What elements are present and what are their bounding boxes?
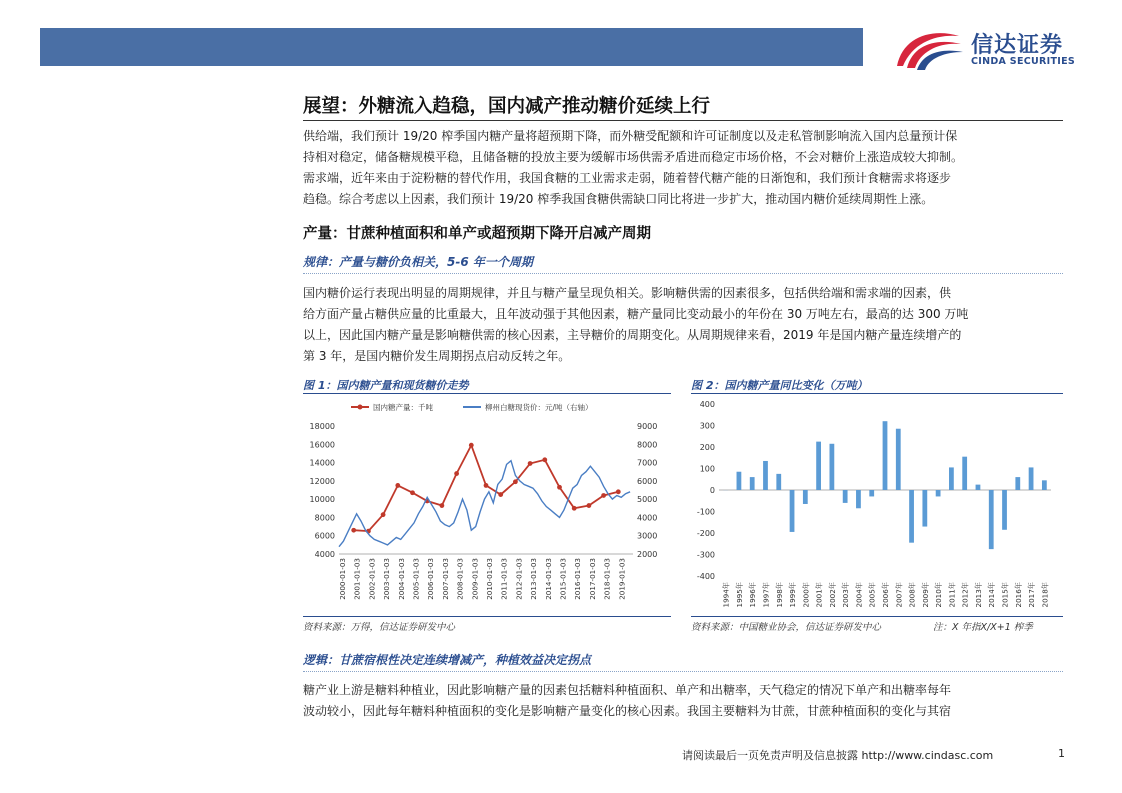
intro-line: 需求端，近年来由于淀粉糖的替代作用，我国食糖的工业需求走弱，随着替代糖产能的日渐饱和，我们预计食糖需求将逐步 bbox=[303, 171, 952, 185]
figure-1-chart bbox=[303, 396, 671, 614]
cycle-line: 给方面产量占糖供应量的比重最大，且年波动强于其他因素，糖产量同比变动最小的年份在 30 万吨左右，最高的达 300 万吨 bbox=[303, 307, 969, 321]
intro-line: 供给端，我们预计 19/20 榨季国内糖产量将超预期下降，而外糖受配额和许可证制度以及走私管制影响流入国内总量预计保 bbox=[303, 129, 958, 143]
bar bbox=[962, 457, 967, 490]
data-point bbox=[440, 503, 445, 508]
cycle-paragraph bbox=[303, 283, 1063, 367]
data-point bbox=[572, 506, 577, 511]
x-tick-label: 2015-01-03 bbox=[558, 558, 568, 600]
section-title: 产量：甘蔗种植面积和单产或超预期下降开启减产周期 bbox=[303, 226, 651, 242]
y-right-tick-label: 3000 bbox=[637, 531, 658, 541]
x-tick-label: 2001年 bbox=[814, 582, 824, 608]
x-tick-label: 2006-01-03 bbox=[426, 558, 436, 600]
x-tick-label: 1999年 bbox=[788, 582, 798, 608]
data-point bbox=[351, 528, 356, 533]
y-tick-label: 100 bbox=[699, 464, 715, 474]
subsection-divider-2 bbox=[303, 671, 1063, 672]
y-tick-label: 300 bbox=[699, 421, 715, 431]
data-point bbox=[616, 489, 621, 494]
x-tick-label: 2015年 bbox=[1000, 582, 1010, 608]
bar bbox=[856, 490, 861, 508]
bar bbox=[869, 490, 874, 496]
bar bbox=[909, 490, 914, 543]
figure-2-source: 资料来源：中国糖业协会，信达证券研发中心 bbox=[691, 622, 882, 633]
figure-1-bottom-rule bbox=[303, 616, 671, 617]
logic-line: 波动较小，因此每年糖料种植面积的变化是影响糖产量变化的核心因素。我国主要糖料为甘蔗，甘蔗种植面积的变化与其宿 bbox=[303, 704, 952, 718]
y-left-tick-label: 16000 bbox=[309, 440, 335, 450]
x-tick-label: 2009-01-03 bbox=[470, 558, 480, 600]
data-point bbox=[498, 492, 503, 497]
subsection-title-1: 规律：产量与糖价负相关，5-6 年一个周期 bbox=[303, 255, 533, 269]
legend-marker bbox=[358, 405, 363, 410]
x-tick-label: 1996年 bbox=[748, 582, 758, 608]
bar bbox=[922, 490, 927, 527]
bar bbox=[803, 490, 808, 504]
x-tick-label: 2018-01-03 bbox=[602, 558, 612, 600]
x-tick-label: 2010-01-03 bbox=[485, 558, 494, 600]
x-tick-label: 2009年 bbox=[920, 582, 930, 608]
cycle-line: 第 3 年，是国内糖价发生周期拐点启动反转之年。 bbox=[303, 349, 571, 363]
bar bbox=[763, 461, 768, 490]
data-point bbox=[395, 483, 400, 488]
y-right-tick-label: 9000 bbox=[637, 422, 658, 431]
data-point bbox=[528, 461, 533, 466]
y-left-tick-label: 6000 bbox=[314, 531, 335, 541]
x-tick-label: 2011-01-03 bbox=[499, 558, 509, 600]
y-right-tick-label: 6000 bbox=[637, 476, 658, 486]
y-left-tick-label: 4000 bbox=[314, 550, 335, 559]
y-tick-label: -400 bbox=[696, 572, 715, 581]
cinda-ribbon-logo-icon bbox=[893, 26, 965, 72]
y-right-tick-label: 5000 bbox=[637, 495, 658, 505]
figure-2-note: 注：X 年指X/X+1 榨季 bbox=[933, 622, 1033, 633]
page-title: 展望：外糖流入趋稳，国内减产推动糖价延续上行 bbox=[303, 96, 711, 117]
y-left-tick-label: 8000 bbox=[314, 513, 335, 523]
series-line bbox=[339, 461, 630, 547]
bar bbox=[1002, 490, 1007, 530]
x-tick-label: 2012年 bbox=[960, 582, 970, 608]
x-tick-label: 2012-01-03 bbox=[514, 558, 524, 600]
x-tick-label: 1994年 bbox=[721, 582, 731, 608]
figure-2-chart bbox=[691, 396, 1063, 614]
footer-disclaimer: 请阅读最后一页免责声明及信息披露 http://www.cindasc.com bbox=[682, 749, 994, 762]
y-tick-label: 0 bbox=[709, 486, 715, 495]
data-point bbox=[542, 457, 547, 462]
bar bbox=[829, 444, 834, 490]
x-tick-label: 2018年 bbox=[1040, 582, 1050, 608]
legend-label: 国内糖产量：千吨 bbox=[373, 403, 433, 412]
x-tick-label: 2010年 bbox=[934, 582, 944, 608]
x-tick-label: 2016-01-03 bbox=[573, 558, 583, 600]
y-tick-label: -300 bbox=[696, 550, 715, 560]
x-tick-label: 2006年 bbox=[881, 582, 890, 608]
bar bbox=[883, 421, 888, 490]
bar bbox=[1015, 477, 1020, 490]
x-tick-label: 2017年 bbox=[1027, 582, 1037, 608]
x-tick-label: 2019-01-03 bbox=[617, 558, 627, 600]
data-point bbox=[454, 471, 459, 476]
series-line bbox=[354, 445, 619, 531]
bar bbox=[737, 472, 742, 490]
x-tick-label: 1997年 bbox=[761, 582, 771, 608]
data-point bbox=[469, 443, 474, 448]
intro-paragraph bbox=[303, 126, 1063, 210]
subsection-title-2: 逻辑：甘蔗宿根性决定连续增减产，种植效益决定拐点 bbox=[303, 653, 592, 667]
data-point bbox=[601, 493, 606, 498]
y-tick-label: 200 bbox=[699, 443, 715, 452]
x-tick-label: 2008-01-03 bbox=[455, 558, 465, 600]
logic-paragraph bbox=[303, 680, 1063, 722]
bar bbox=[816, 442, 821, 490]
x-tick-label: 1998年 bbox=[774, 582, 784, 608]
data-point bbox=[557, 485, 562, 490]
x-tick-label: 2002-01-03 bbox=[367, 558, 377, 600]
x-tick-label: 2004-01-03 bbox=[396, 558, 406, 600]
figure-2-bottom-rule bbox=[691, 616, 1063, 617]
data-point bbox=[410, 490, 415, 495]
x-tick-label: 2007年 bbox=[894, 582, 904, 608]
bar bbox=[1042, 480, 1047, 490]
y-right-tick-label: 7000 bbox=[637, 458, 658, 468]
x-tick-label: 2002年 bbox=[827, 582, 837, 608]
page-number: 1 bbox=[1058, 747, 1065, 760]
bar bbox=[936, 490, 941, 496]
figure-1-title: 图 1：国内糖产量和现货糖价走势 bbox=[303, 379, 469, 392]
x-tick-label: 2013-01-03 bbox=[529, 558, 539, 600]
intro-line: 持相对稳定，储备糖规模平稳，且储备糖的投放主要为缓解市场供需矛盾进而稳定市场价格，不会对糖价上涨造成较大抑制。 bbox=[303, 150, 964, 164]
y-right-tick-label: 2000 bbox=[637, 550, 658, 559]
legend-label: 柳州白糖现货价：元/吨（右轴） bbox=[485, 403, 593, 412]
y-left-tick-label: 10000 bbox=[309, 495, 335, 505]
x-tick-label: 2013年 bbox=[973, 582, 983, 608]
figure-1-source: 资料来源：万得，信达证券研发中心 bbox=[303, 622, 456, 633]
bar bbox=[896, 429, 901, 490]
y-tick-label: 400 bbox=[699, 400, 715, 409]
x-tick-label: 1995年 bbox=[734, 582, 744, 608]
bar bbox=[790, 490, 795, 532]
data-point bbox=[484, 483, 489, 488]
x-tick-label: 2017-01-03 bbox=[587, 558, 597, 600]
x-tick-label: 2000-01-03 bbox=[338, 558, 347, 600]
y-tick-label: -200 bbox=[696, 529, 715, 538]
x-tick-label: 2016年 bbox=[1013, 582, 1023, 608]
x-tick-label: 2014年 bbox=[987, 582, 997, 608]
x-tick-label: 2004年 bbox=[854, 582, 864, 608]
x-tick-label: 2003年 bbox=[841, 582, 851, 608]
y-left-tick-label: 18000 bbox=[309, 422, 335, 431]
figure-1-top-rule bbox=[303, 393, 671, 394]
cycle-line: 国内糖价运行表现出明显的周期规律，并且与糖产量呈现负相关。影响糖供需的因素很多，包括供给端和需求端的因素，供 bbox=[303, 286, 952, 300]
bar bbox=[843, 490, 848, 503]
x-tick-label: 2011年 bbox=[947, 582, 957, 608]
figure-2-top-rule bbox=[691, 393, 1063, 394]
cycle-line: 以上，因此国内糖产量是影响糖供需的核心因素，主导糖价的周期变化。从周期规律来看，2019 年是国内糖产量连续增产的 bbox=[303, 328, 962, 342]
x-tick-label: 2005-01-03 bbox=[411, 558, 421, 600]
x-tick-label: 2008年 bbox=[907, 582, 917, 608]
bar bbox=[949, 467, 954, 490]
bar bbox=[1029, 467, 1034, 490]
header-bar bbox=[40, 28, 863, 66]
title-divider bbox=[303, 120, 1063, 121]
brand-name-en: CINDA SECURITIES bbox=[971, 56, 1076, 67]
x-tick-label: 2001-01-03 bbox=[352, 558, 362, 600]
data-point bbox=[513, 479, 518, 484]
company-logo bbox=[893, 26, 1093, 72]
x-tick-label: 2000年 bbox=[801, 582, 811, 608]
x-tick-label: 2007-01-03 bbox=[440, 558, 450, 600]
x-tick-label: 2003-01-03 bbox=[382, 558, 392, 600]
logic-line: 糖产业上游是糖料种植业，因此影响糖产量的因素包括糖料种植面积、单产和出糖率，天气稳定的情况下单产和出糖率每年 bbox=[303, 683, 952, 697]
data-point bbox=[381, 512, 386, 517]
x-tick-label: 2005年 bbox=[867, 582, 877, 608]
y-left-tick-label: 12000 bbox=[309, 476, 335, 486]
y-left-tick-label: 14000 bbox=[309, 458, 335, 468]
bar bbox=[976, 485, 981, 490]
y-tick-label: -100 bbox=[696, 507, 715, 517]
y-right-tick-label: 8000 bbox=[637, 440, 658, 450]
data-point bbox=[587, 503, 592, 508]
subsection-divider-1 bbox=[303, 273, 1063, 274]
brand-name-cn: 信达证券 bbox=[971, 33, 1064, 58]
y-right-tick-label: 4000 bbox=[637, 513, 658, 523]
bar bbox=[989, 490, 994, 549]
bar bbox=[776, 474, 781, 490]
x-tick-label: 2014-01-03 bbox=[543, 558, 553, 600]
intro-line: 趋稳。综合考虑以上因素，我们预计 19/20 榨季我国食糖供需缺口同比将进一步扩大，推动国内糖价延续周期性上涨。 bbox=[303, 192, 934, 206]
figure-2-title: 图 2：国内糖产量同比变化（万吨） bbox=[691, 379, 868, 392]
bar bbox=[750, 477, 755, 490]
